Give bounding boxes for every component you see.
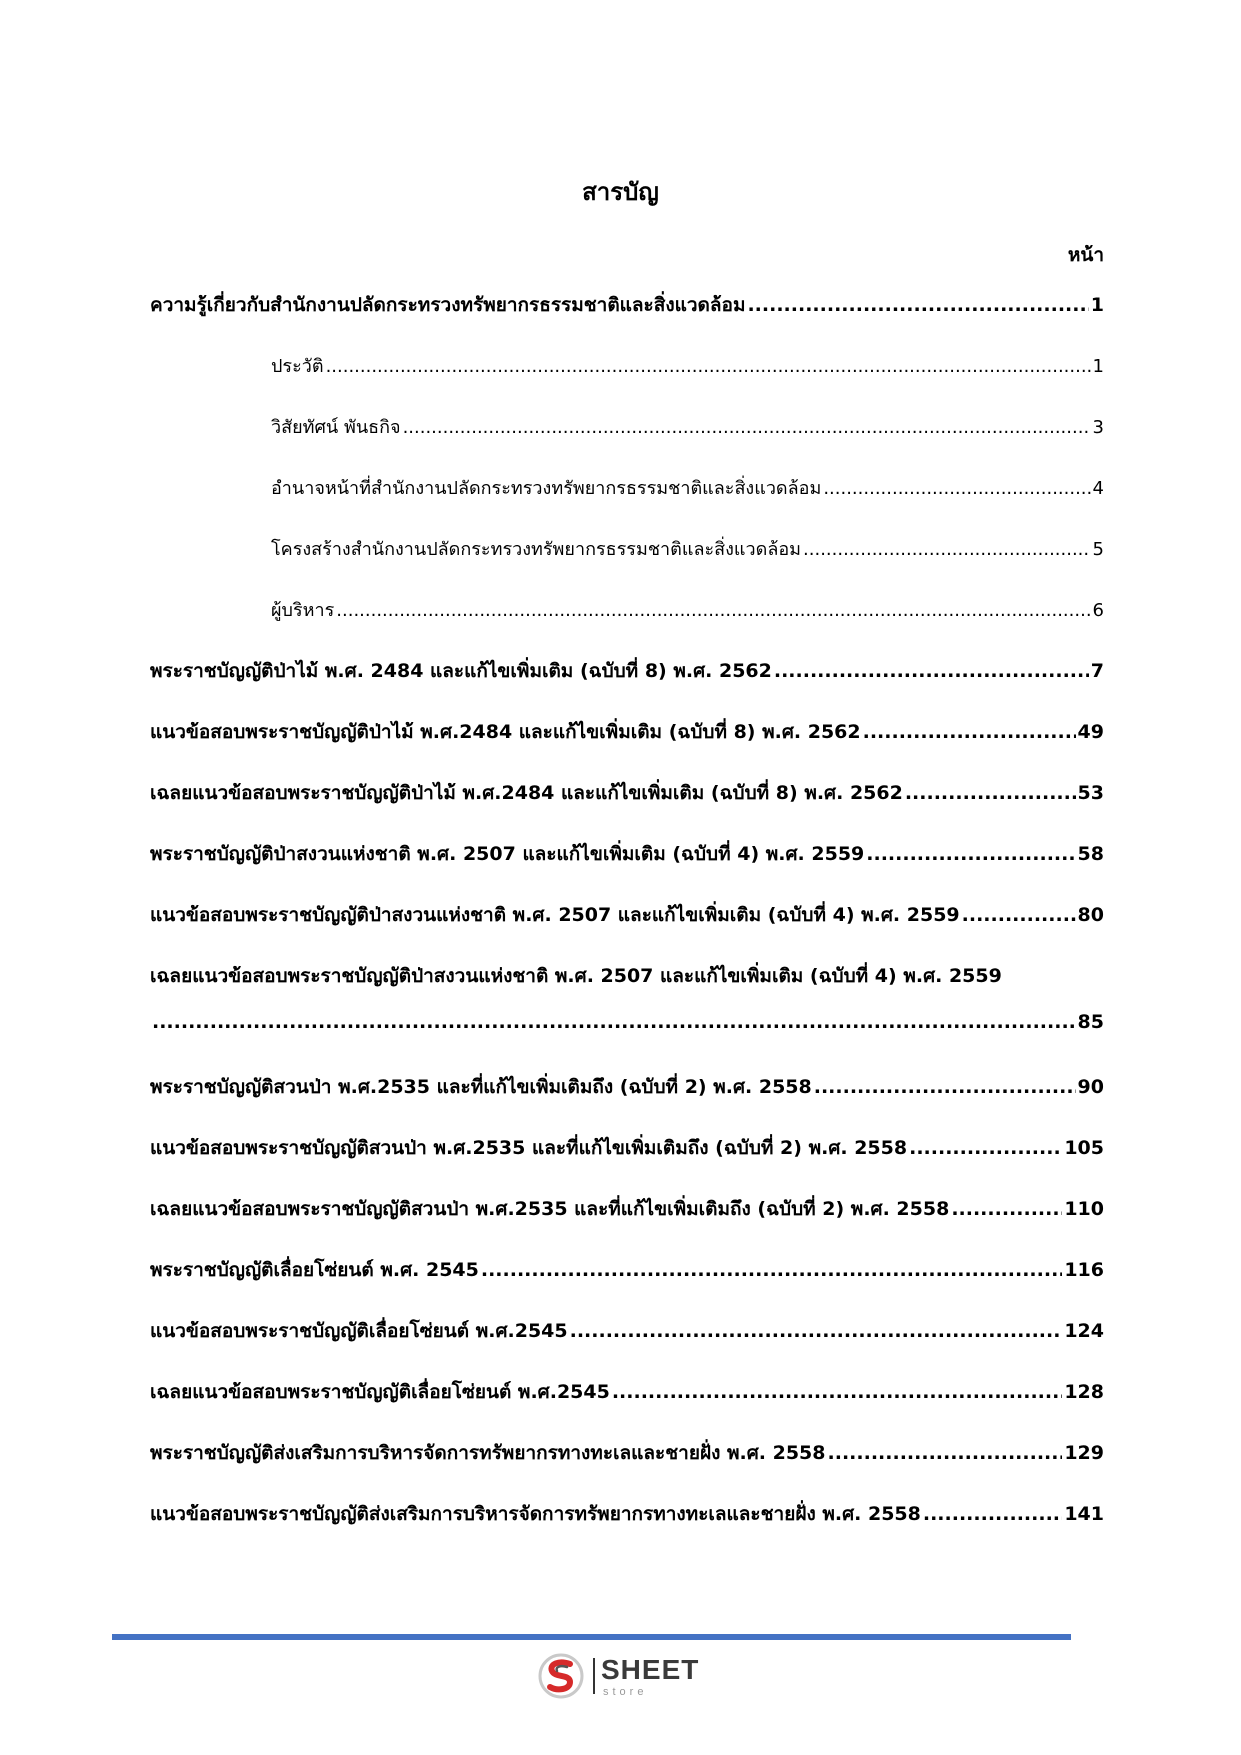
dot-leader (326, 356, 1091, 377)
toc-entry-label: เฉลยแนวข้อสอบพระราชบัญญัติสวนป่า พ.ศ.2535 และที่แก้ไขเพิ่มเติมถึง (ฉบับที่ 2) พ.ศ. 2558 (150, 1198, 950, 1220)
toc-entry-label: อำนาจหน้าที่สำนักงานปลัดกระทรวงทรัพยากรธรรมชาติและสิ่งแวดล้อม (271, 478, 822, 499)
toc-entry-label: แนวข้อสอบพระราชบัญญัติสวนป่า พ.ศ.2535 และที่แก้ไขเพิ่มเติมถึง (ฉบับที่ 2) พ.ศ. 2558 (150, 1137, 908, 1159)
dot-leader (828, 1442, 1063, 1464)
logo-text: SHEET (601, 1654, 700, 1685)
toc-entry[interactable] (150, 1438, 1104, 1499)
toc-entry-label: เฉลยแนวข้อสอบพระราชบัญญัติป่าไม้ พ.ศ.2484 และแก้ไขเพิ่มเติม (ฉบับที่ 8) พ.ศ. 2562 (150, 782, 903, 804)
dot-leader (962, 904, 1076, 926)
dot-leader (866, 843, 1075, 865)
dot-leader (863, 721, 1076, 743)
logo-subtext: store (603, 1686, 648, 1698)
toc-entry[interactable] (150, 778, 1104, 839)
dot-leader (923, 1503, 1062, 1525)
toc-entry[interactable] (150, 290, 1104, 351)
toc-entry-page: 53 (1077, 782, 1104, 804)
toc-entry-label: แนวข้อสอบพระราชบัญญัติป่าสงวนแห่งชาติ พ.ศ. 2507 และแก้ไขเพิ่มเติม (ฉบับที่ 4) พ.ศ. 2559 (150, 904, 960, 926)
dot-leader (403, 417, 1091, 438)
toc-entry[interactable] (150, 1072, 1104, 1133)
toc-entry-page: 1 (1090, 294, 1104, 316)
toc-entry[interactable] (150, 1316, 1104, 1377)
dot-leader (747, 294, 1088, 316)
dot-leader (481, 1259, 1062, 1281)
dot-leader (612, 1381, 1063, 1403)
toc-entry-label: เฉลยแนวข้อสอบพระราชบัญญัติเลื่อยโซ่ยนต์ พ.ศ.2545 (150, 1381, 610, 1403)
page-title: สารบัญ (582, 178, 659, 206)
toc-entry-page: 4 (1092, 478, 1104, 499)
toc-entry-label: แนวข้อสอบพระราชบัญญัติป่าไม้ พ.ศ.2484 และแก้ไขเพิ่มเติม (ฉบับที่ 8) พ.ศ. 2562 (150, 721, 861, 743)
toc-entry-page: 105 (1064, 1137, 1104, 1159)
toc-entry-page: 7 (1090, 660, 1104, 682)
toc-entry-page: 90 (1077, 1076, 1104, 1098)
toc-entry[interactable] (150, 839, 1104, 900)
dot-leader (152, 1011, 1076, 1033)
dot-leader (909, 1137, 1062, 1159)
toc-entry-label: ประวัติ (271, 356, 324, 377)
toc-subentry[interactable] (150, 534, 1104, 595)
toc-subentry[interactable] (150, 473, 1104, 534)
toc-entry-page: 116 (1064, 1259, 1104, 1281)
dot-leader (814, 1076, 1076, 1098)
toc-entry-page: 129 (1064, 1442, 1104, 1464)
toc-entry-label: แนวข้อสอบพระราชบัญญัติส่งเสริมการบริหารจัดการทรัพยากรทางทะเลและชายฝั่ง พ.ศ. 2558 (150, 1503, 921, 1525)
toc-entry-page: 110 (1064, 1198, 1104, 1220)
toc-entry[interactable] (150, 1194, 1104, 1255)
page-column-header: หน้า (1067, 244, 1104, 266)
dot-leader (951, 1198, 1062, 1220)
toc-entry-page: 5 (1092, 539, 1104, 560)
dot-leader (803, 539, 1091, 560)
toc-subentry[interactable] (150, 412, 1104, 473)
toc-entry-label: แนวข้อสอบพระราชบัญญัติเลื่อยโซ่ยนต์ พ.ศ.2545 (150, 1320, 568, 1342)
dot-leader (823, 478, 1090, 499)
toc-entry-page: 3 (1092, 417, 1104, 438)
toc-entry-label: ความรู้เกี่ยวกับสำนักงานปลัดกระทรวงทรัพยากรธรรมชาติและสิ่งแวดล้อม (150, 294, 746, 316)
toc-entry-label: วิสัยทัศน์ พันธกิจ (271, 417, 401, 438)
toc-entry-label: ผู้บริหาร (271, 600, 335, 621)
toc-entry[interactable] (150, 1499, 1104, 1560)
table-of-contents (150, 290, 1104, 1560)
toc-entry-page: 58 (1077, 843, 1104, 865)
toc-entry-label: พระราชบัญญัติสวนป่า พ.ศ.2535 และที่แก้ไขเพิ่มเติมถึง (ฉบับที่ 2) พ.ศ. 2558 (150, 1076, 812, 1098)
toc-subentry[interactable] (150, 351, 1104, 412)
toc-entry-label: พระราชบัญญัติป่าไม้ พ.ศ. 2484 และแก้ไขเพิ่มเติม (ฉบับที่ 8) พ.ศ. 2562 (150, 660, 772, 682)
toc-entry-page: 128 (1064, 1381, 1104, 1403)
toc-entry-label: พระราชบัญญัติป่าสงวนแห่งชาติ พ.ศ. 2507 และแก้ไขเพิ่มเติม (ฉบับที่ 4) พ.ศ. 2559 (150, 843, 865, 865)
toc-entry-label: พระราชบัญญัติเลื่อยโซ่ยนต์ พ.ศ. 2545 (150, 1259, 479, 1281)
toc-entry[interactable] (150, 1377, 1104, 1438)
toc-entry[interactable] (150, 900, 1104, 961)
sheet-store-logo-icon (537, 1652, 585, 1700)
dot-leader (570, 1320, 1063, 1342)
toc-entry-page: 141 (1064, 1503, 1104, 1525)
toc-entry[interactable] (150, 961, 1104, 1072)
logo-separator (593, 1658, 595, 1694)
toc-entry-label: เฉลยแนวข้อสอบพระราชบัญญัติป่าสงวนแห่งชาติ พ.ศ. 2507 และแก้ไขเพิ่มเติม (ฉบับที่ 4) พ.ศ. 2559 (150, 965, 1002, 987)
toc-entry[interactable] (150, 717, 1104, 778)
toc-entry-page: 124 (1064, 1320, 1104, 1342)
sheet-store-logo (537, 1652, 717, 1702)
toc-entry-label: โครงสร้างสำนักงานปลัดกระทรวงทรัพยากรธรรมชาติและสิ่งแวดล้อม (271, 539, 802, 560)
toc-entry[interactable] (150, 656, 1104, 717)
dot-leader (774, 660, 1089, 682)
toc-entry-page: 49 (1077, 721, 1104, 743)
toc-entry-page: 85 (1077, 1011, 1104, 1033)
toc-entry[interactable] (150, 1133, 1104, 1194)
toc-entry[interactable] (150, 1255, 1104, 1316)
footer-divider (112, 1634, 1071, 1640)
toc-entry-page: 80 (1077, 904, 1104, 926)
toc-entry-page: 6 (1092, 600, 1104, 621)
toc-entry-page: 1 (1092, 356, 1104, 377)
dot-leader (905, 782, 1076, 804)
toc-entry-label: พระราชบัญญัติส่งเสริมการบริหารจัดการทรัพยากรทางทะเลและชายฝั่ง พ.ศ. 2558 (150, 1442, 826, 1464)
toc-subentry[interactable] (150, 595, 1104, 656)
dot-leader (336, 600, 1090, 621)
